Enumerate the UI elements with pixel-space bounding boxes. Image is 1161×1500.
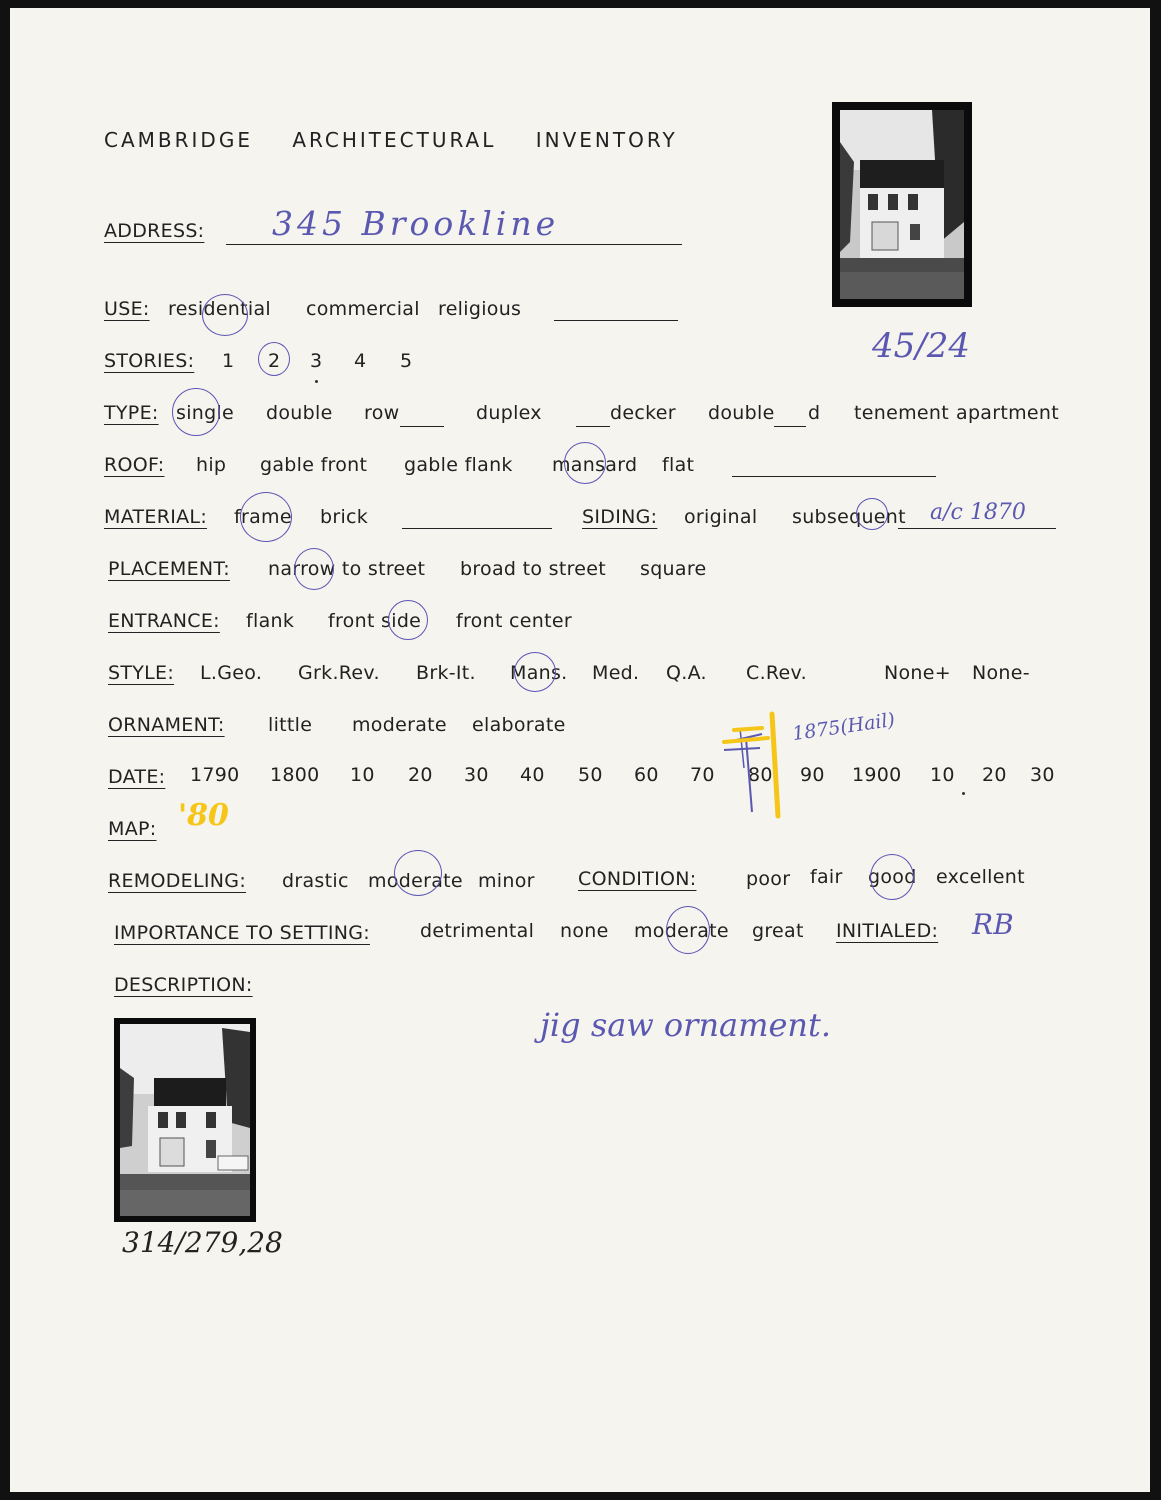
- stories-option: 3: [310, 350, 323, 372]
- importance-circle: [666, 906, 710, 954]
- placement-circle: [294, 548, 334, 590]
- date-option: 70: [690, 764, 715, 786]
- title-word: INVENTORY: [535, 128, 678, 152]
- stories-option: 4: [354, 350, 367, 372]
- ornament-option: elaborate: [472, 714, 566, 736]
- style-option: Grk.Rev.: [298, 662, 380, 684]
- type-option: decker: [610, 402, 676, 424]
- material-option: brick: [320, 506, 369, 528]
- date-option: 40: [520, 764, 545, 786]
- style-option: None+: [884, 662, 951, 684]
- date-handwritten: 1875(Hail): [790, 708, 897, 746]
- material-label: MATERIAL:: [104, 506, 208, 528]
- roof-option: gable flank: [404, 454, 513, 476]
- date-option: 1900: [852, 764, 902, 786]
- importance-option: great: [752, 920, 804, 942]
- form-title: [104, 128, 708, 152]
- date-option: 10: [930, 764, 955, 786]
- type-circle: [172, 388, 220, 436]
- description-label: DESCRIPTION:: [114, 974, 253, 996]
- building-photo-bottom: [114, 1018, 256, 1222]
- roof-option: hip: [196, 454, 227, 476]
- siding-label: SIDING:: [582, 506, 658, 528]
- type-option: double: [708, 402, 775, 424]
- use-option: commercial: [306, 298, 420, 320]
- date-option: 60: [634, 764, 659, 786]
- date-option: 90: [800, 764, 825, 786]
- condition-option: excellent: [936, 866, 1025, 888]
- remodeling-option: moderate: [368, 870, 463, 892]
- stray-mark: [962, 792, 965, 795]
- style-option: C.Rev.: [746, 662, 807, 684]
- placement-option: narrow to street: [268, 558, 426, 580]
- condition-option: poor: [746, 868, 791, 890]
- roof-circle: [564, 442, 606, 484]
- condition-option: good: [868, 866, 917, 888]
- style-label: STYLE:: [108, 662, 175, 684]
- ornament-option: moderate: [352, 714, 447, 736]
- entrance-label: ENTRANCE:: [108, 610, 220, 632]
- use-option: residential: [168, 298, 272, 320]
- entrance-option: front side: [328, 610, 422, 632]
- type-decker-line: [576, 426, 610, 427]
- initialed-label: INITIALED:: [836, 920, 939, 942]
- date-highlight-note: '80: [178, 798, 229, 833]
- remodeling-circle: [394, 850, 442, 896]
- type-option: double: [266, 402, 333, 424]
- title-word: CAMBRIDGE: [104, 128, 253, 152]
- style-option: None-: [972, 662, 1030, 684]
- style-option: Med.: [592, 662, 640, 684]
- address-label: ADDRESS:: [104, 220, 205, 242]
- type-double-line: [774, 426, 806, 427]
- type-row-line: [400, 426, 444, 427]
- date-option: 10: [350, 764, 375, 786]
- description-value: jig saw ornament.: [540, 1006, 832, 1044]
- type-label: TYPE:: [104, 402, 159, 424]
- style-option: Q.A.: [666, 662, 707, 684]
- building-photo-top: [832, 102, 972, 307]
- importance-option: detrimental: [420, 920, 535, 942]
- roof-other-line: [732, 476, 936, 477]
- remodeling-option: drastic: [282, 870, 349, 892]
- date-option: 1800: [270, 764, 320, 786]
- address-line: [226, 244, 682, 245]
- date-label: DATE:: [108, 766, 166, 788]
- importance-option: none: [560, 920, 609, 942]
- importance-option: moderate: [634, 920, 729, 942]
- address-value: 345 Brookline: [272, 204, 560, 243]
- photo-ref-bottom: 314/279,28: [122, 1226, 283, 1259]
- entrance-option: front center: [456, 610, 572, 632]
- material-circle: [240, 492, 292, 542]
- importance-label: IMPORTANCE TO SETTING:: [114, 922, 370, 944]
- stories-option: 5: [400, 350, 413, 372]
- stories-label: STORIES:: [104, 350, 195, 372]
- condition-option: fair: [810, 866, 843, 888]
- placement-option: broad to street: [460, 558, 607, 580]
- siding-circle: [856, 498, 888, 530]
- date-option: 20: [982, 764, 1007, 786]
- date-option: 30: [1030, 764, 1055, 786]
- stories-option: 1: [222, 350, 235, 372]
- map-label: MAP:: [108, 818, 157, 840]
- stories-circle: [258, 342, 290, 376]
- placement-option: square: [640, 558, 707, 580]
- roof-option: gable front: [260, 454, 368, 476]
- siding-handwritten: a/c 1870: [930, 500, 1026, 525]
- roof-option: flat: [662, 454, 695, 476]
- type-option: d: [808, 402, 821, 424]
- date-highlighter-marks: [710, 708, 800, 838]
- type-option: tenement: [854, 402, 949, 424]
- inventory-form: [10, 8, 1150, 1492]
- roof-label: ROOF:: [104, 454, 165, 476]
- style-circle: [514, 652, 556, 692]
- use-label: USE:: [104, 298, 150, 320]
- siding-option: subsequent: [792, 506, 906, 528]
- placement-label: PLACEMENT:: [108, 558, 230, 580]
- type-option: duplex: [476, 402, 542, 424]
- date-option: 1790: [190, 764, 240, 786]
- entrance-option: flank: [246, 610, 295, 632]
- siding-line: [898, 528, 1056, 529]
- date-option: 80: [748, 764, 773, 786]
- condition-circle: [870, 854, 914, 900]
- stray-mark: [315, 380, 318, 383]
- use-other-line: [554, 320, 678, 321]
- date-option: 20: [408, 764, 433, 786]
- type-option: row: [364, 402, 400, 424]
- type-option: single: [176, 402, 235, 424]
- entrance-circle: [388, 600, 428, 640]
- photo-ref-top: 45/24: [872, 326, 970, 366]
- roof-option: mansard: [552, 454, 638, 476]
- remodeling-label: REMODELING:: [108, 870, 247, 892]
- use-circle: [202, 294, 248, 336]
- remodeling-option: minor: [478, 870, 535, 892]
- date-option: 30: [464, 764, 489, 786]
- ornament-label: ORNAMENT:: [108, 714, 225, 736]
- use-option: religious: [438, 298, 522, 320]
- condition-label: CONDITION:: [578, 868, 697, 890]
- stories-option: 2: [268, 350, 281, 372]
- material-other-line: [402, 528, 552, 529]
- style-option: L.Geo.: [200, 662, 263, 684]
- style-option: Brk-It.: [416, 662, 476, 684]
- ornament-option: little: [268, 714, 313, 736]
- siding-option: original: [684, 506, 758, 528]
- material-option: frame: [234, 506, 292, 528]
- date-option: 50: [578, 764, 603, 786]
- style-option: Mans.: [510, 662, 568, 684]
- type-option: apartment: [956, 402, 1059, 424]
- initialed-value: RB: [972, 908, 1014, 941]
- title-word: ARCHITECTURAL: [292, 128, 497, 152]
